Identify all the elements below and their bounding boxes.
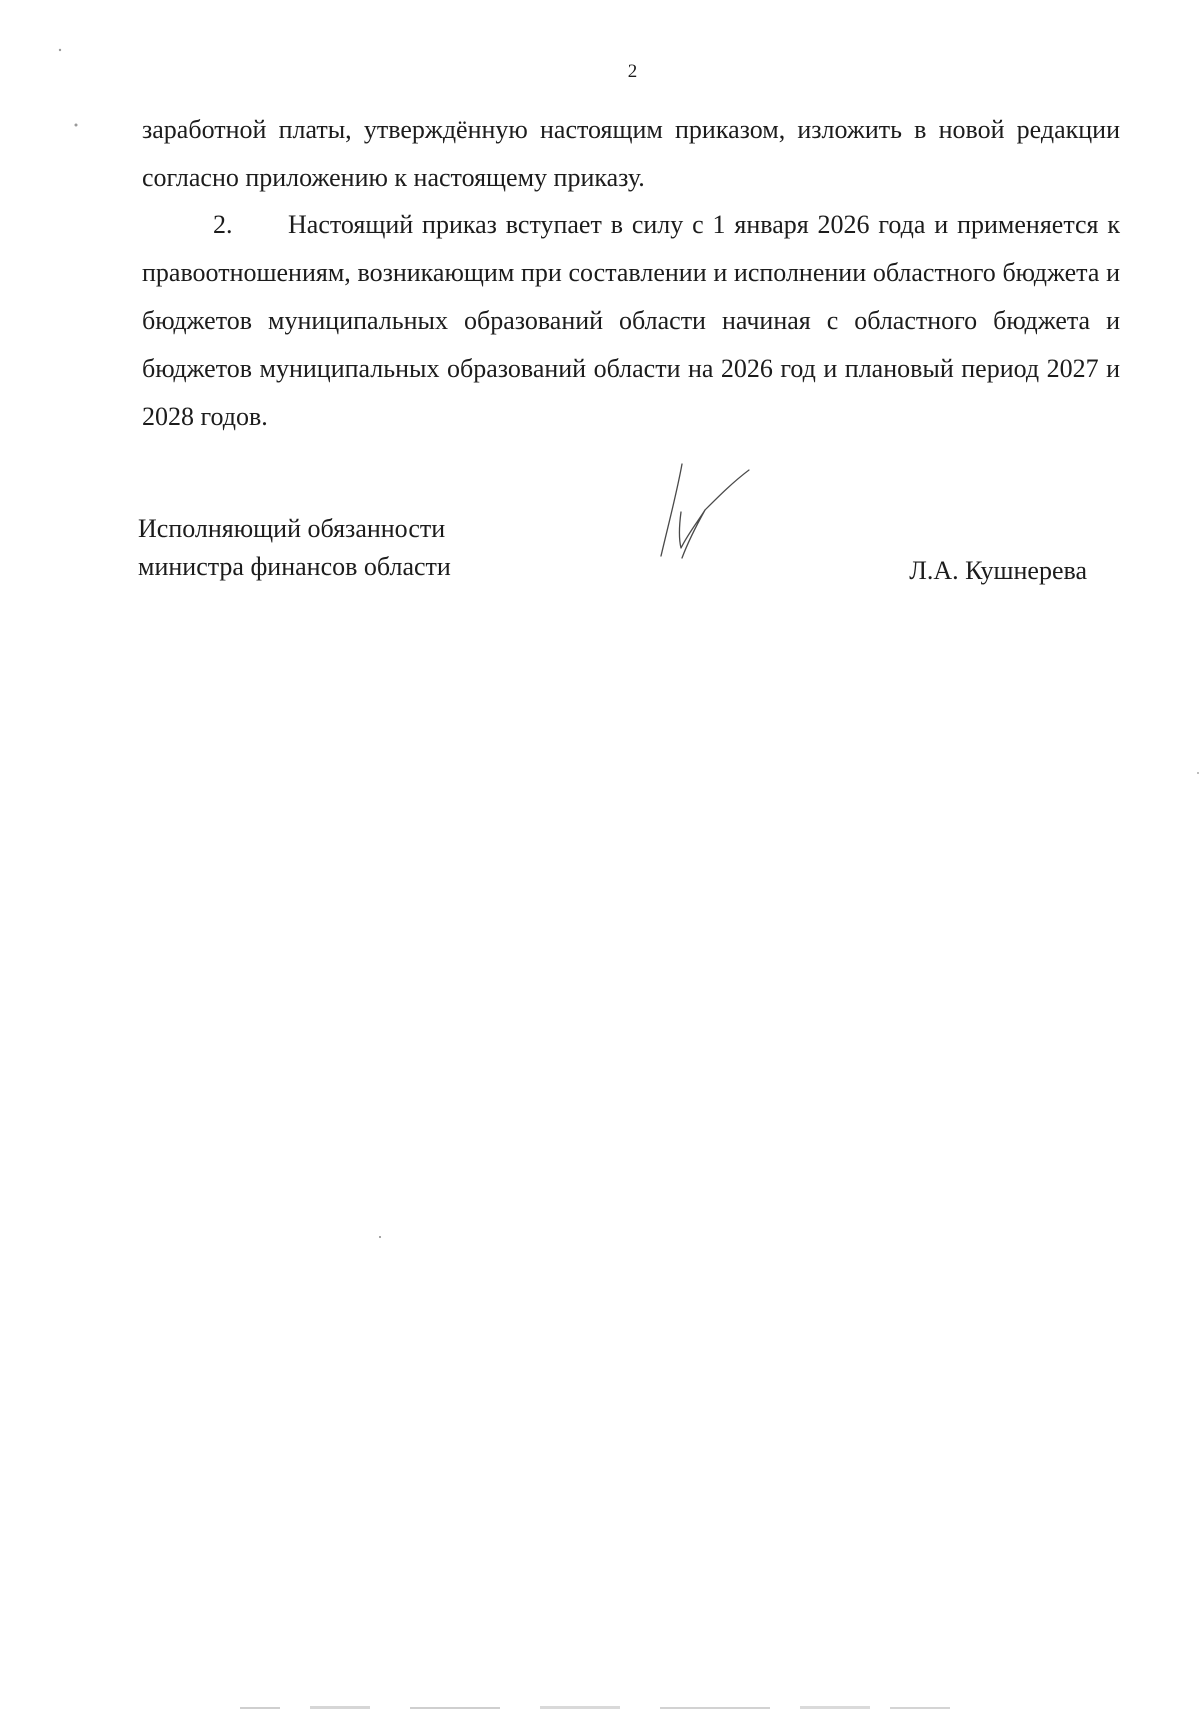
page-number: 2 [627, 61, 638, 82]
signatory-position [138, 510, 451, 586]
handwritten-signature [655, 462, 755, 562]
scan-edge-artifact [240, 1705, 980, 1711]
item-number: 2. [213, 210, 233, 239]
paragraph-item-2 [142, 201, 1120, 441]
position-line-1: Исполняющий обязанности [138, 514, 446, 543]
signer-name: Л.А. Кушнерева [909, 556, 1087, 585]
item-2-text: Настоящий приказ вступает в силу с 1 января 2026 года и применяется к правоотношениям, возникающим при составлении и исполнении областного бюджета и бюджетов муниципальных образований области начиная с областного бюджета и бюджетов муниципальных образований области на 2026 год и плановый период 2027 и 2028 годов. [142, 210, 1120, 431]
position-line-2: министра финансов области [138, 552, 451, 581]
paragraph-continuation: заработной платы, утверждённую настоящим приказом, изложить в новой редакции согласно приложению к настоящему приказу. [142, 115, 1120, 192]
